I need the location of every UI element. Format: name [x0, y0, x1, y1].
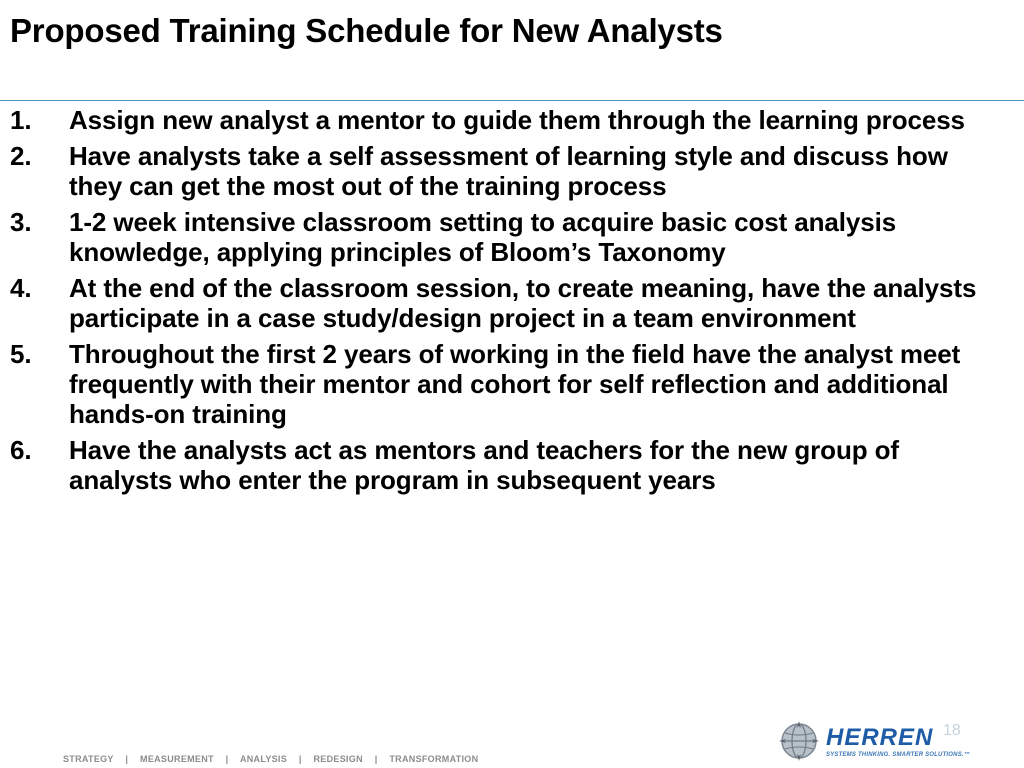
step-text: Throughout the first 2 years of working in the field have the analyst meet frequently with their mentor and cohort for self reflection and additional hands-on training: [69, 339, 961, 429]
step-text: Have analysts take a self assessment of learning style and discuss how they can get the most out of the training process: [69, 141, 948, 201]
globe-icon: [778, 720, 820, 762]
footer-nav: [63, 754, 478, 764]
title-divider: [0, 100, 1024, 101]
training-steps-list: [10, 105, 1000, 501]
step-number: 2.: [10, 141, 32, 171]
step-text: Have the analysts act as mentors and teachers for the new group of analysts who enter the program in subsequent years: [69, 435, 899, 495]
list-item: [10, 207, 1000, 267]
page-number: 18: [943, 722, 961, 739]
footer-nav-item-strategy: STRATEGY: [63, 754, 114, 764]
herren-logo: [778, 718, 1022, 766]
list-item: [10, 105, 1000, 135]
list-item: [10, 339, 1000, 429]
step-number: 3.: [10, 207, 32, 237]
step-text: Assign new analyst a mentor to guide them through the learning process: [69, 105, 965, 135]
step-number: 1.: [10, 105, 32, 135]
slide-title: Proposed Training Schedule for New Analysts: [10, 12, 723, 49]
logo-wordmark: HERREN: [826, 724, 934, 751]
list-item: [10, 141, 1000, 201]
step-text: At the end of the classroom session, to create meaning, have the analysts participate in a case study/design project in a team environment: [69, 273, 977, 333]
footer-nav-item-redesign: REDESIGN: [313, 754, 363, 764]
step-number: 6.: [10, 435, 32, 465]
step-number: 4.: [10, 273, 32, 303]
footer-nav-item-transformation: TRANSFORMATION: [389, 754, 479, 764]
step-number: 5.: [10, 339, 32, 369]
footer-nav-item-analysis: ANALYSIS: [239, 754, 288, 764]
footer-separator: |: [298, 754, 302, 764]
list-item: [10, 273, 1000, 333]
list-item: [10, 435, 1000, 495]
footer-separator: |: [374, 754, 378, 764]
footer-separator: |: [225, 754, 229, 764]
logo-tagline: SYSTEMS THINKING. SMARTER SOLUTIONS.™: [826, 752, 970, 758]
footer-nav-item-measurement: MEASUREMENT: [140, 754, 214, 764]
step-text: 1-2 week intensive classroom setting to acquire basic cost analysis knowledge, applying principles of Bloom’s Taxonomy: [69, 207, 897, 267]
footer-separator: |: [125, 754, 129, 764]
